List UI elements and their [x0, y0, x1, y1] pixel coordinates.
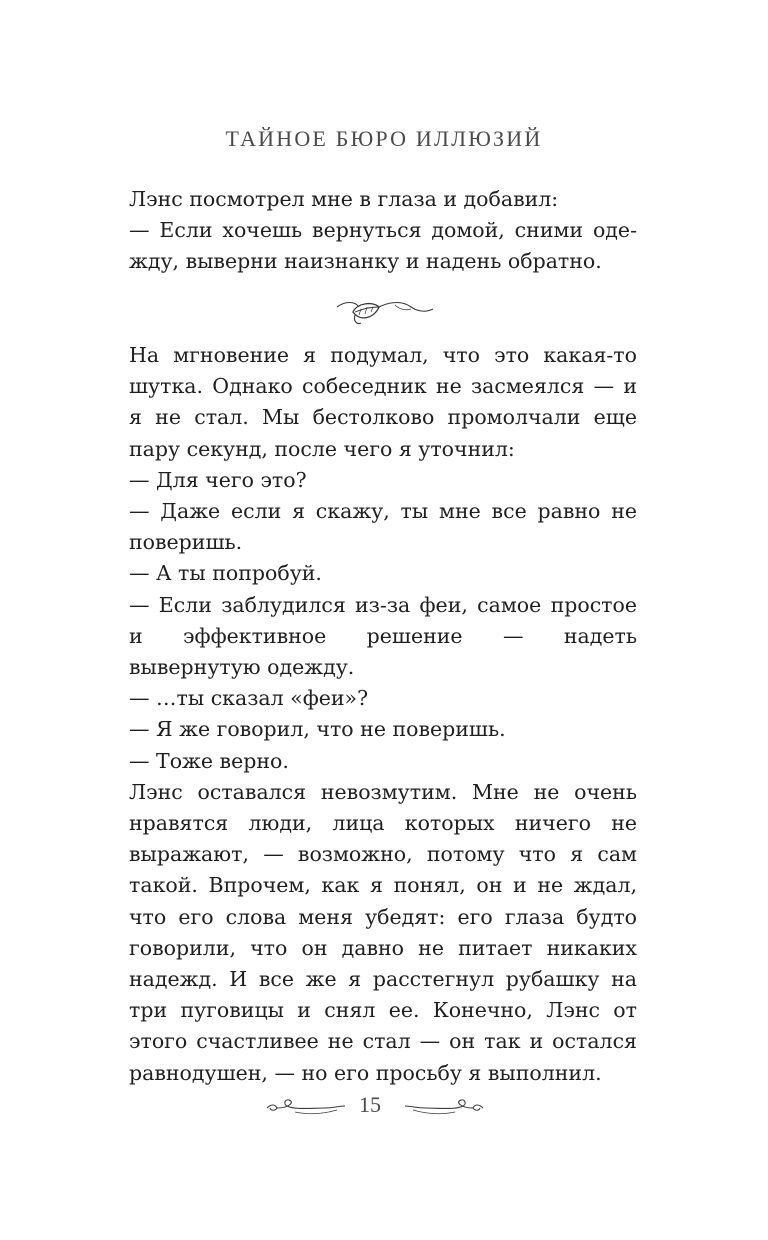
leaf-flourish-icon — [335, 295, 435, 331]
dialogue-line: — А ты попробуй. — [129, 561, 322, 586]
paragraph: — Если хочешь вернуться домой, сними одежду, выверни наизнанку и надень обратно. — [129, 218, 637, 274]
dialogue-line: — Я же говорил, что не поверишь. — [129, 717, 506, 742]
dialogue-line: — Тоже верно. — [129, 748, 289, 773]
dialogue-line: — Если заблудился из-за феи, самое простое и эффективное решение — надеть вывернутую одежду. — [129, 592, 637, 680]
dialogue-line: — Даже если я скажу, ты мне все равно не поверишь. — [129, 499, 637, 555]
dialogue-line: — Для чего это? — [129, 467, 307, 492]
swirl-flourish-left-icon — [265, 1094, 347, 1122]
dialogue-line: — …ты сказал «феи»? — [129, 686, 369, 711]
text-section-1 — [129, 184, 637, 278]
page-number: 15 — [359, 1092, 381, 1117]
running-head: ТАЙНОЕ БЮРО ИЛЛЮЗИЙ — [225, 126, 543, 151]
text-section-2 — [129, 340, 637, 1089]
page-footer — [0, 1092, 768, 1126]
swirl-flourish-right-icon — [403, 1094, 485, 1122]
paragraph: Лэнс оставался невозмутим. Мне не очень нравятся люди, лица которых ничего не выражают, — возможно, потому что я сам такой. Впрочем, как я понял, он и не ждал, что его слова меня убедят: его глаза будто говорили, что он давно не питает никаких надежд. И все же я расстегнул рубашку на три пуговицы и снял ее. Конечно, Лэнс от этого счастливее не стал — он так и остался равнодушен, — но его просьбу я выполнил. — [129, 779, 637, 1085]
paragraph: Лэнс посмотрел мне в глаза и добавил: — [129, 187, 559, 211]
paragraph: На мгновение я подумал, что это какая-то шутка. Однако собеседник не засмеялся — и я не стал. Мы бестолково промолчали еще пару секунд, после чего я уточнил: — [129, 343, 637, 461]
